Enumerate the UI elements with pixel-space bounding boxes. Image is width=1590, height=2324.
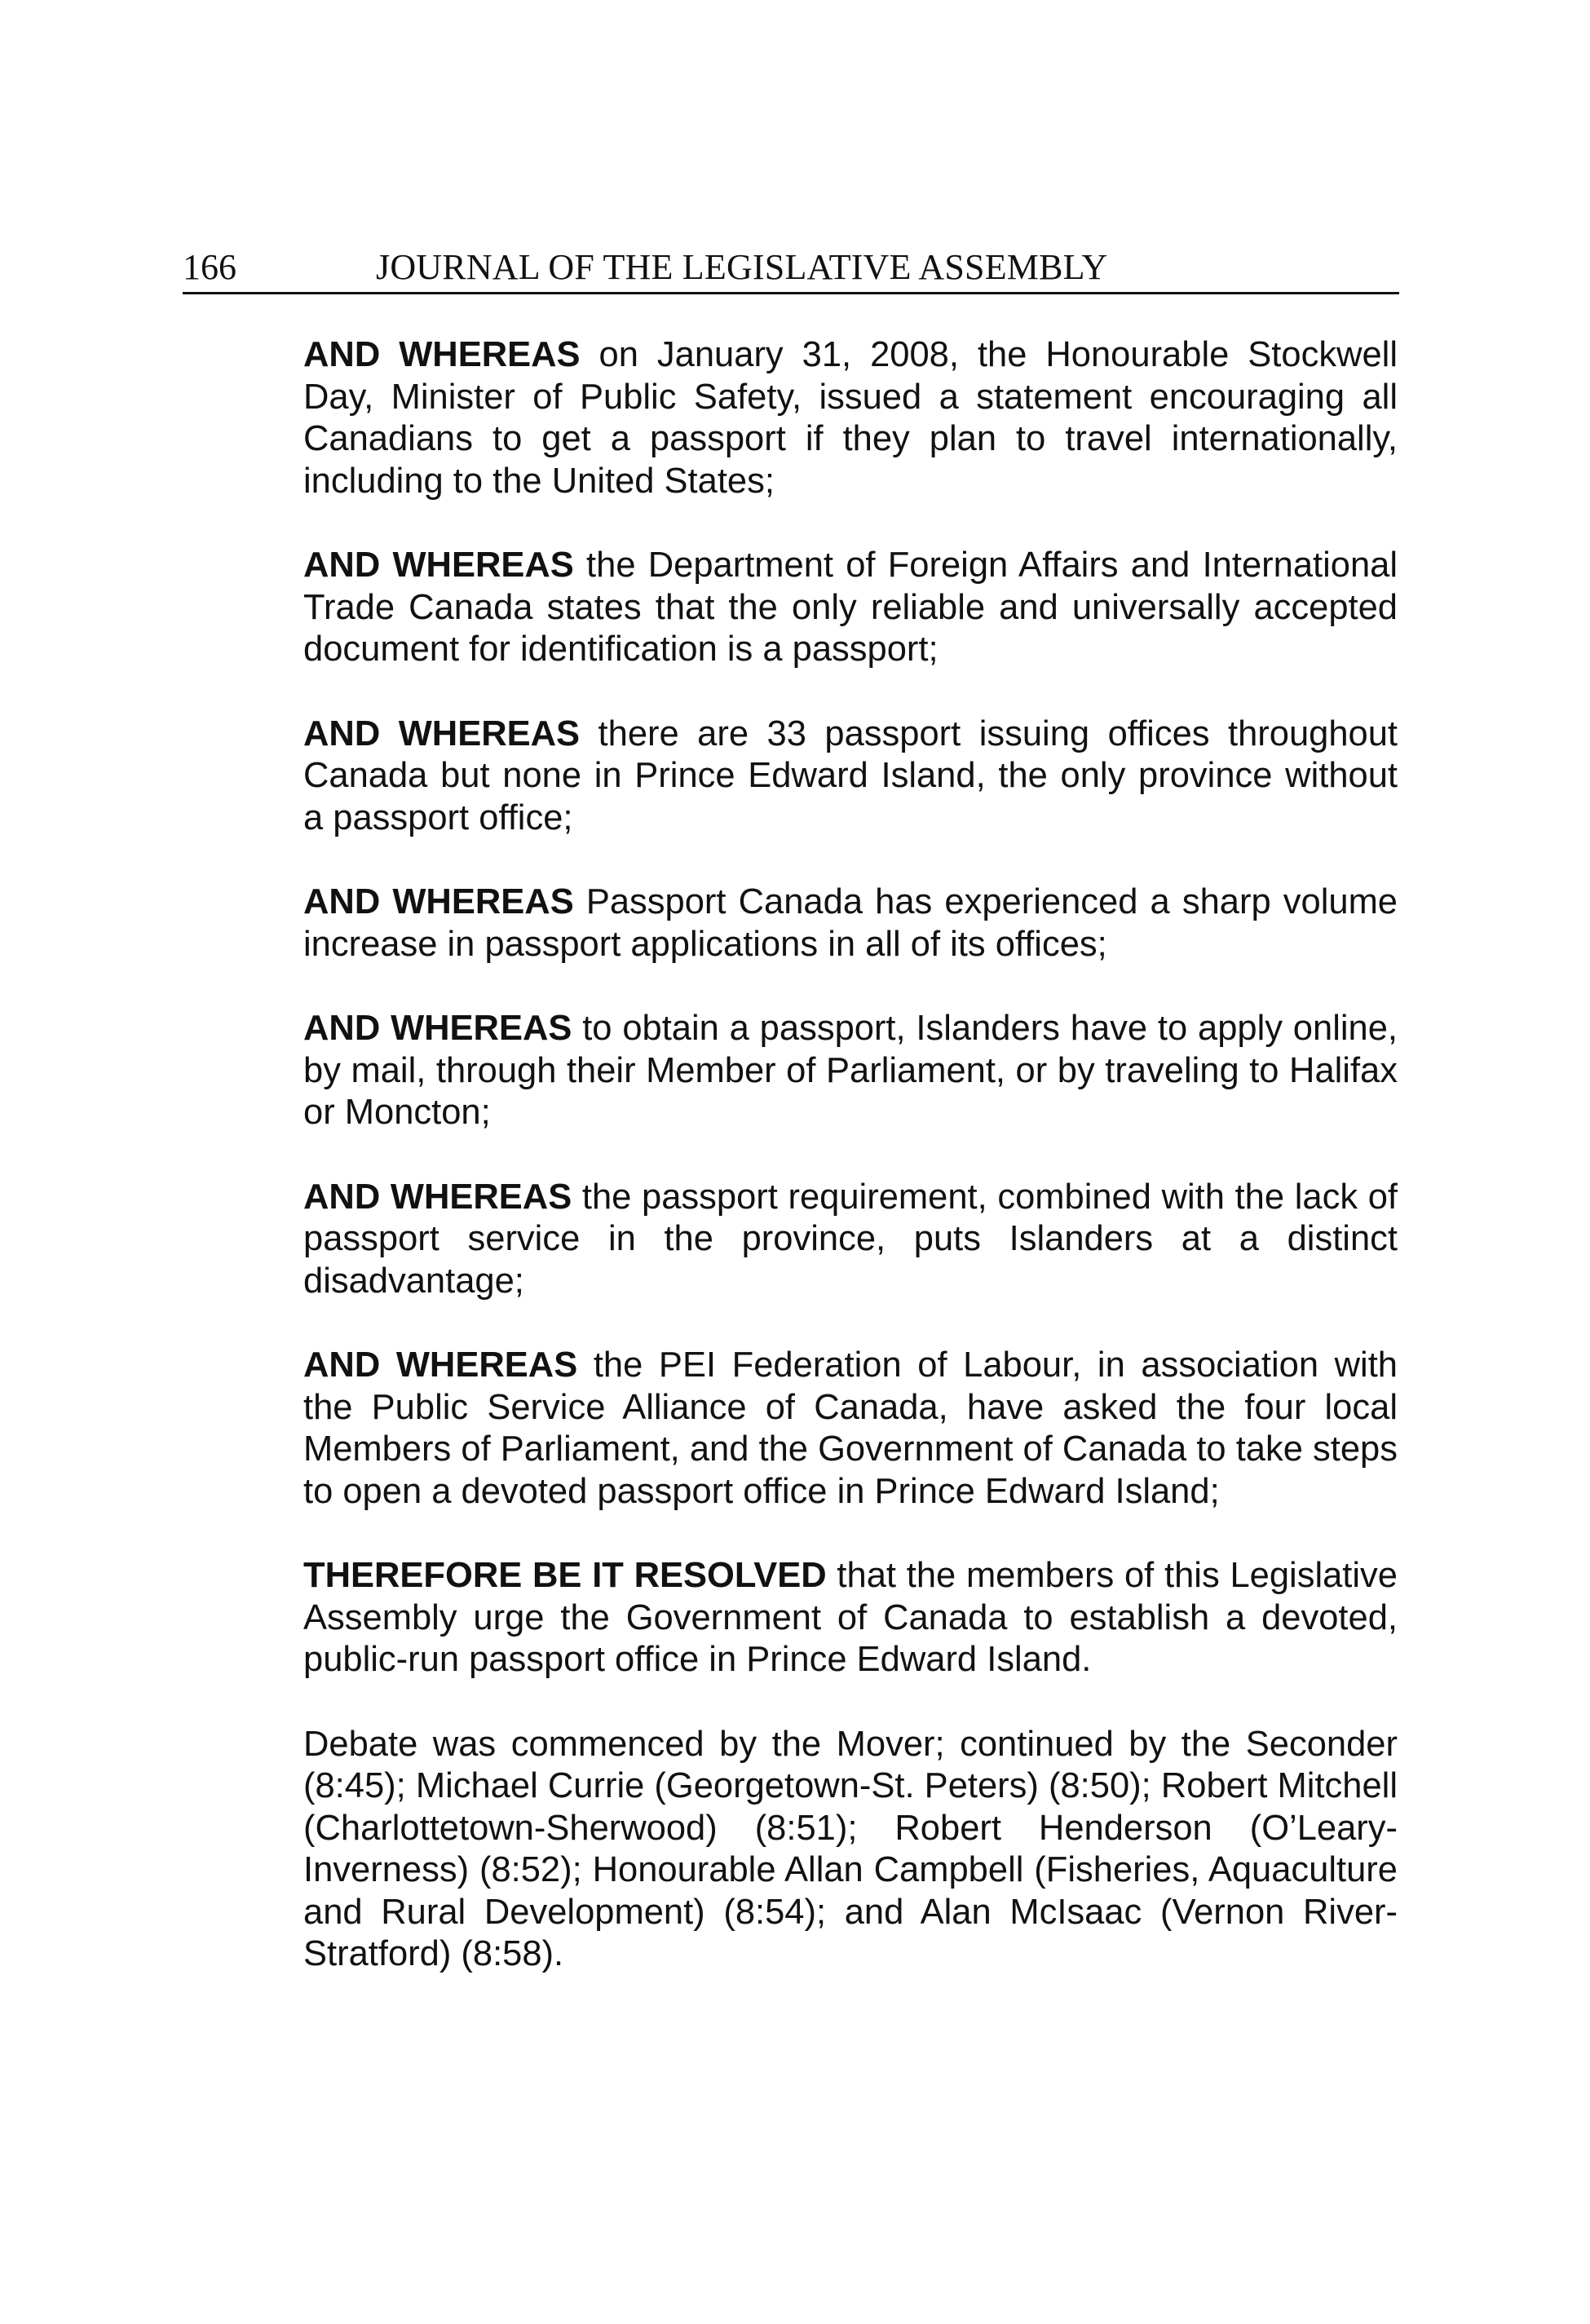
paragraph-text: the PEI Federation of Labour, in association with the Public Service Alliance of Canada, have asked the four local Members of Parliament, and the Government of Canada to take steps to open a devoted passport office in Prince Edward Island; [303, 1345, 1398, 1511]
paragraph-lead: AND WHEREAS [303, 335, 581, 374]
whereas-paragraph-1 [303, 334, 1398, 502]
resolution-paragraph [303, 1555, 1398, 1681]
page-header [183, 243, 1399, 294]
paragraph-text: there are 33 passport issuing offices throughout Canada but none in Prince Edward Island, the only province without a passport office; [303, 714, 1398, 837]
whereas-paragraph-4 [303, 881, 1398, 965]
paragraph-lead: AND WHEREAS [303, 882, 574, 921]
paragraph-text: the Department of Foreign Affairs and International Trade Canada states that the only reliable and universally accepted document for identification is a passport; [303, 546, 1398, 669]
paragraph-lead: AND WHEREAS [303, 1009, 572, 1048]
paragraph-text: on January 31, 2008, the Honourable Stockwell Day, Minister of Public Safety, issued a statement encouraging all Canadians to get a passport if they plan to travel internationally, including to the United States; [303, 335, 1398, 501]
paragraph-lead: AND WHEREAS [303, 546, 574, 585]
journal-title: JOURNAL OF THE LEGISLATIVE ASSEMBLY [376, 247, 1108, 287]
paragraph-lead: AND WHEREAS [303, 1345, 578, 1385]
whereas-paragraph-3 [303, 714, 1398, 840]
debate-paragraph [303, 1724, 1398, 1976]
whereas-paragraph-5 [303, 1008, 1398, 1134]
whereas-paragraph-6 [303, 1177, 1398, 1303]
paragraph-lead: THEREFORE BE IT RESOLVED [303, 1556, 827, 1595]
paragraph-text: the passport requirement, combined with the lack of passport service in the province, puts Islanders at a distinct disadvantage; [303, 1177, 1398, 1301]
paragraph-lead: AND WHEREAS [303, 714, 581, 753]
paragraph-text: Passport Canada has experienced a sharp volume increase in passport applications in all of its offices; [303, 882, 1398, 964]
paragraph-text: Debate was commenced by the Mover; continued by the Seconder (8:45); Michael Currie (Georgetown-St. Peters) (8:50); Robert Mitchell (Charlottetown-Sherwood) (8:51); Robert Henderson (O’Leary-Inverness) (8:52); Honourable Allan Campbell (Fisheries, Aquaculture and Rural Development) (8:54); and Alan McIsaac (Vernon River-Stratford) (8:58). [303, 1724, 1398, 1973]
page-body [303, 334, 1398, 2018]
whereas-paragraph-7 [303, 1345, 1398, 1513]
whereas-paragraph-2 [303, 545, 1398, 671]
paragraph-text: that the members of this Legislative Assembly urge the Government of Canada to establish a devoted, public-run passport office in Prince Edward Island. [303, 1556, 1398, 1679]
page-number: 166 [183, 247, 236, 287]
paragraph-text: to obtain a passport, Islanders have to apply online, by mail, through their Member of Parliament, or by traveling to Halifax or Moncton; [303, 1009, 1398, 1132]
paragraph-lead: AND WHEREAS [303, 1177, 572, 1217]
